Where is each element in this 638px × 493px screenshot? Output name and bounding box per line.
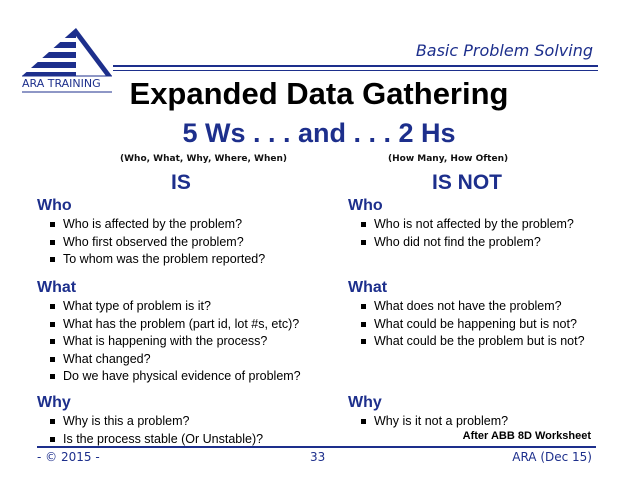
list-item: What could be the problem but is not? — [348, 333, 628, 351]
brand-name: ARA TRAINING — [22, 77, 101, 90]
list-item: Who did not find the problem? — [348, 234, 628, 252]
bullet-list — [37, 216, 337, 269]
bullet-list — [348, 413, 628, 431]
header-divider — [113, 65, 598, 67]
bullet-list — [37, 298, 337, 386]
bullet-icon — [361, 304, 366, 309]
slide-subtitle: 5 Ws . . . and . . . 2 Hs — [182, 118, 456, 148]
slide-title: Expanded Data Gathering — [129, 76, 509, 111]
page-number: 33 — [310, 450, 326, 464]
list-item: Why is this a problem? — [37, 413, 337, 431]
list-item: Is the process stable (Or Unstable)? — [37, 431, 337, 449]
bullet-icon — [50, 437, 55, 442]
section-who — [348, 197, 628, 251]
list-item: To whom was the problem reported? — [37, 251, 337, 269]
list-item: What is happening with the process? — [37, 333, 337, 351]
footer-divider — [37, 446, 596, 448]
list-item: What has the problem (part id, lot #s, etc)? — [37, 316, 337, 334]
worksheet-note: After ABB 8D Worksheet — [462, 430, 591, 442]
section-who — [37, 197, 337, 269]
bullet-icon — [50, 240, 55, 245]
section-why — [37, 394, 337, 448]
section-what — [37, 279, 337, 386]
course-title: Basic Problem Solving — [415, 41, 593, 60]
list-item: What changed? — [37, 351, 337, 369]
section-title: Why — [37, 394, 71, 411]
list-item: What type of problem is it? — [37, 298, 337, 316]
column-heading-is: IS — [171, 171, 191, 194]
bullet-icon — [50, 419, 55, 424]
bullet-icon — [361, 419, 366, 424]
bullet-icon — [361, 240, 366, 245]
section-title: What — [348, 279, 388, 296]
bullet-icon — [361, 222, 366, 227]
bullet-icon — [50, 357, 55, 362]
section-title: What — [37, 279, 77, 296]
list-item: Who is affected by the problem? — [37, 216, 337, 234]
list-item: What does not have the problem? — [348, 298, 628, 316]
section-title: Why — [348, 394, 382, 411]
bullet-list — [348, 298, 628, 351]
footer-copyright: - © 2015 - — [37, 450, 100, 464]
list-item: Who is not affected by the problem? — [348, 216, 628, 234]
list-item: Why is it not a problem? — [348, 413, 628, 431]
bullet-icon — [361, 322, 366, 327]
bullet-icon — [361, 339, 366, 344]
list-item: Who first observed the problem? — [37, 234, 337, 252]
section-title: Who — [348, 197, 383, 214]
bullet-icon — [50, 257, 55, 262]
bullet-list — [37, 413, 337, 448]
bullet-icon — [50, 304, 55, 309]
hs-note: (How Many, How Often) — [388, 154, 509, 164]
list-item: What could be happening but is not? — [348, 316, 628, 334]
section-why — [348, 394, 628, 431]
bullet-list — [348, 216, 628, 251]
bullet-icon — [50, 222, 55, 227]
bullet-icon — [50, 374, 55, 379]
column-heading-is-not: IS NOT — [432, 171, 503, 194]
ws-note: (Who, What, Why, Where, When) — [120, 154, 287, 164]
footer-date: ARA (Dec 15) — [512, 450, 592, 464]
section-what — [348, 279, 628, 351]
section-title: Who — [37, 197, 72, 214]
bullet-icon — [50, 322, 55, 327]
header-divider-thin — [113, 70, 598, 71]
bullet-icon — [50, 339, 55, 344]
list-item: Do we have physical evidence of problem? — [37, 368, 337, 386]
